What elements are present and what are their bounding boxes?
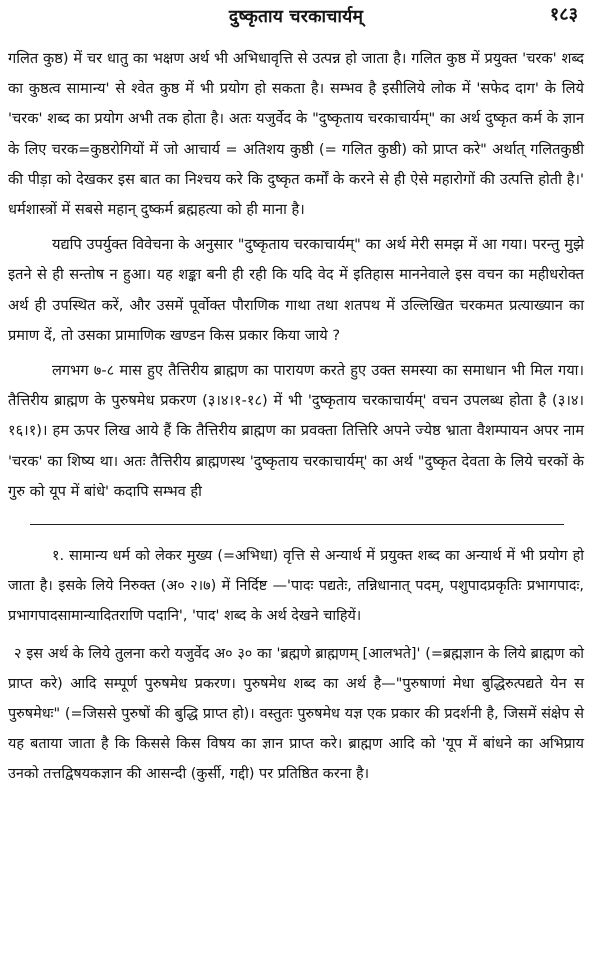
- paragraph-2: यद्यपि उपर्युक्त विवेचना के अनुसार "दुष्कृताय चरकाचार्यम्" का अर्थ मेरी समझ में आ गया। परन्तु मुझे इतने से ही सन्तोष न हुआ। यह शङ्का बनी ही रही कि यदि वेद में इतिहास माननेवाले इस वचन का महीधरोक्त अर्थ ही उपस्थित करें, और उसमें पूर्वोक्त पौराणिक गाथा तथा शतपथ में उल्लिखित चरकमत प्रत्याख्यान का प्रमाण दें, तो उसका प्रामाणिक खण्डन किस प्रकार किया जाये ?: [8, 236, 584, 344]
- running-title: दुष्कृताय चरकाचार्यम्: [228, 7, 364, 27]
- footnotes: [8, 541, 584, 790]
- main-text: [8, 44, 584, 507]
- footnote-1: १. सामान्य धर्म को लेकर मुख्य (=अभिधा) वृत्ति से अन्यार्थ में प्रयुक्त शब्द का अन्यार्थ में भी प्रयोग हो जाता है। इसके लिये निरुक्त (अ० २।७) में निर्दिष्ट —'पादः पद्यतेः, तन्निधानात् पदम्, पशुपादप्रकृतिः प्रभागपादः, प्रभागपादसामान्यादितराणि पदानि', 'पाद' शब्द के अर्थ देखने चाहियें।: [8, 548, 584, 625]
- paragraph-3: लगभग ७-८ मास हुए तैत्तिरीय ब्राह्मण का पारायण करते हुए उक्त समस्या का समाधान भी मिल गया। तैत्तिरीय ब्राह्मण के पुरुषमेध प्रकरण (३।४।१-१८) में भी 'दुष्कृताय चरकाचार्यम्' वचन उपलब्ध होता है (३।४।१६।१)। हम ऊपर लिख आये हैं कि तैत्तिरीय ब्राह्मण का प्रवक्ता तित्तिरि अपने ज्येष्ठ भ्राता वैशम्पायन अपर नाम 'चरक' का शिष्य था। अतः तैत्तिरीय ब्राह्मणस्थ 'दुष्कृताय चरकाचार्यम्' का अर्थ "दुष्कृत देवता के लिये चरकों के गुरु को यूप में बांधे' कदापि सम्भव ही: [8, 362, 584, 500]
- page-number: १८३: [549, 4, 578, 25]
- footnote-2: २ इस अर्थ के लिये तुलना करो यजुर्वेद अ० ३० का 'ब्रह्मणे ब्राह्मणम् [आलभते]' (=ब्रह्मज्ञान के लिये ब्राह्मण को प्राप्त करे) आदि सम्पूर्ण पुरुषमेध प्रकरण। पुरुषमेध शब्द का अर्थ है—"पुरुषाणां मेधा बुद्धिरुत्पद्यते येन स पुरुषमेधः" (=जिससे पुरुषों की बुद्धि प्राप्त हो)। वस्तुतः पुरुषमेध यज्ञ एक प्रकार की प्रदर्शनी है, जिसमें संक्षेप से यह बताया जाता है कि किससे किस विषय का ज्ञान प्राप्त करे। ब्राह्मण आदि को 'यूप में बांधने का अभिप्राय उनको तत्तद्विषयकज्ञान की आसन्दी (कुर्सी, गद्दी) पर प्रतिष्ठित करना है।: [8, 645, 584, 783]
- page-header: [8, 0, 584, 44]
- paragraph-1: गलित कुष्ठ) में चर धातु का भक्षण अर्थ भी अभिधावृत्ति से उत्पन्न हो जाता है। गलित कुष्ठ में प्रयुक्त 'चरक' शब्द का कुष्ठत्व सामान्य' से श्वेत कुष्ठ में भी प्रयोग हो सकता है। सम्भव है इसीलिये लोक में 'सफेद दाग' के लिये 'चरक' शब्द का प्रयोग अभी तक होता है। अतः यजुर्वेद के "दुष्कृताय चरकाचार्यम्" का अर्थ दुष्कृत कर्म के ज्ञान के लिए चरक=कुष्ठरोगियों में जो आचार्य = अतिशय कुष्ठी (= गलित कुष्ठी) को प्राप्त करे" अर्थात् गलितकुष्ठी की पीड़ा को देखकर इस बात का निश्चय करे कि दुष्कृत कर्मों के करने से ही ऐसे महारोगों की उत्पत्ति होती है।' धर्मशास्त्रों में सबसे महान् दुष्कर्म ब्रह्महत्या को ही माना है।: [8, 50, 584, 219]
- footnote-divider: [30, 524, 564, 525]
